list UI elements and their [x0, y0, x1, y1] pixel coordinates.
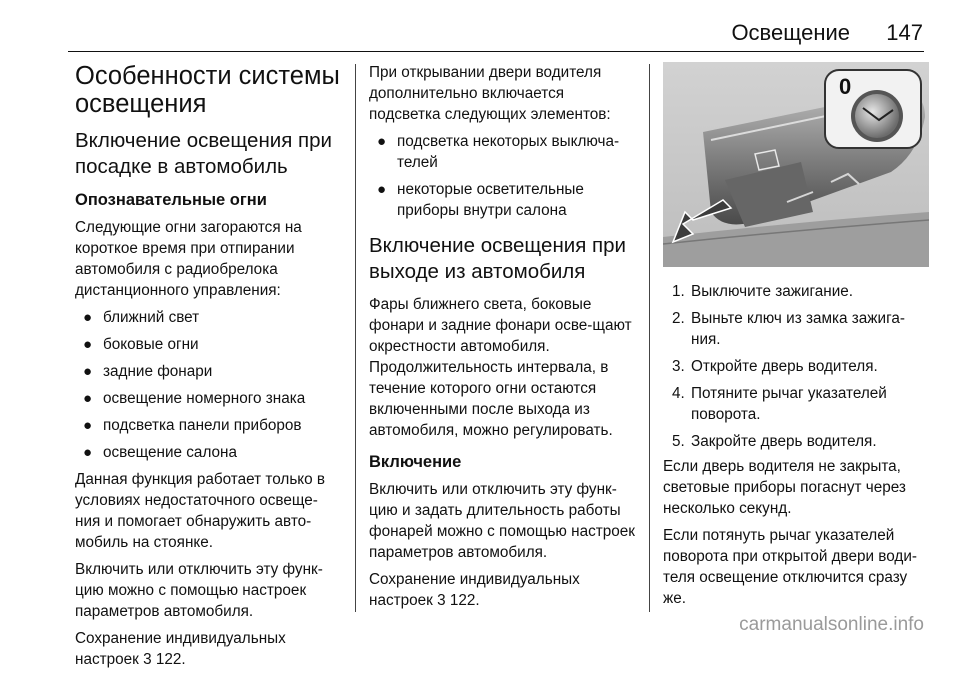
section-title: Особенности системы освещения	[75, 62, 340, 118]
bullet-icon: ●	[83, 390, 93, 407]
paragraph-activation: Включить или отключить эту функ-цию и задать длительность работы фонарей можно с помощью настроек параметров автомобиля.	[369, 481, 635, 561]
paragraph-personalization: Сохранение индивидуальных настроек 3 122.	[75, 630, 286, 668]
paragraph-exit-lighting: Фары ближнего света, боковые фонари и задние фонари осве-щают окрестности автомобиля. Продолжительность интервала, в течение которого огни остаются включенными после выхода из автомобиля, можно регулировать.	[369, 296, 632, 439]
page-reference[interactable]: 122.	[445, 592, 480, 609]
bullet-icon: ●	[83, 417, 93, 434]
bullet-icon: ●	[377, 133, 387, 150]
list-item: ● подсветка некоторых выключа-телей	[377, 133, 620, 171]
bullet-icon: ●	[83, 444, 93, 461]
page-reference-arrow-icon: 3	[143, 651, 152, 668]
subheading-identification-lights: Опознавательные огни	[75, 191, 267, 209]
column-divider-right	[649, 64, 650, 612]
subheading-activation: Включение	[369, 453, 462, 471]
numbered-steps	[663, 281, 929, 452]
page-header	[0, 0, 960, 52]
bullet-list	[369, 131, 637, 221]
column-divider-left	[355, 64, 356, 612]
column-3	[663, 62, 929, 615]
header-section-title: Освещение	[731, 20, 850, 45]
paragraph-personalization: Сохранение индивидуальных настроек 3 122.	[369, 571, 580, 609]
paragraph-door-open: При открывании двери водителя дополнительно включается подсветка следующих элементов:	[369, 64, 611, 123]
paragraph-pull-lever: Если потянуть рычаг указателей поворота при открытой двери води-теля освещение отключится сразу же.	[663, 527, 917, 607]
list-item: ● освещение салона	[83, 444, 238, 461]
bullet-icon: ●	[377, 181, 387, 198]
subsection-title: Включение освещения при посадке в автомобиль	[75, 129, 332, 178]
paragraph-intro: Следующие огни загораются на короткое время при отпирании автомобиля с радиобрелока дистанционного управления:	[75, 219, 302, 299]
column-2	[369, 62, 637, 617]
list-item: ● некоторые осветительные приборы внутри салона	[377, 181, 584, 219]
list-item: ● освещение номерного знака	[83, 390, 306, 407]
page-reference-arrow-icon: 3	[437, 592, 446, 609]
bullet-list	[75, 307, 343, 463]
header-rule	[68, 51, 924, 52]
bullet-icon: ●	[83, 309, 93, 326]
paragraph-condition: Данная функция работает только в условиях недостаточного освеще-ния и помогает обнаружить авто-мобиль на стоянке.	[75, 471, 326, 551]
page-number: 147	[886, 20, 923, 45]
step-item: 5. Закройте дверь водителя.	[672, 433, 877, 450]
figure-label: 0	[839, 74, 852, 99]
step-item: 4. Потяните рычаг указателей поворота.	[672, 385, 887, 423]
list-item: ● подсветка панели приборов	[83, 417, 302, 434]
bullet-icon: ●	[83, 363, 93, 380]
page-reference[interactable]: 122.	[151, 651, 186, 668]
step-item: 2. Выньте ключ из замка зажига-ния.	[672, 310, 905, 348]
column-1	[75, 62, 343, 676]
list-item: ● задние фонари	[83, 363, 213, 380]
subsection-title-exit: Включение освещения при выходе из автомобиля	[369, 234, 626, 283]
list-item: ● боковые огни	[83, 336, 199, 353]
paragraph-settings: Включить или отключить эту функ-цию можно с помощью настроек параметров автомобиля.	[75, 561, 323, 620]
bullet-icon: ●	[83, 336, 93, 353]
list-item: ● ближний свет	[83, 309, 200, 326]
turn-signal-lever-illustration	[663, 62, 929, 267]
turn-signal-lever-figure	[663, 62, 929, 267]
step-item: 3. Откройте дверь водителя.	[672, 358, 878, 375]
paragraph-door-not-closed: Если дверь водителя не закрыта, световые приборы погаснут через несколько секунд.	[663, 458, 906, 517]
step-item: 1. Выключите зажигание.	[672, 283, 854, 300]
watermark: carmanualsonline.info	[739, 614, 924, 635]
